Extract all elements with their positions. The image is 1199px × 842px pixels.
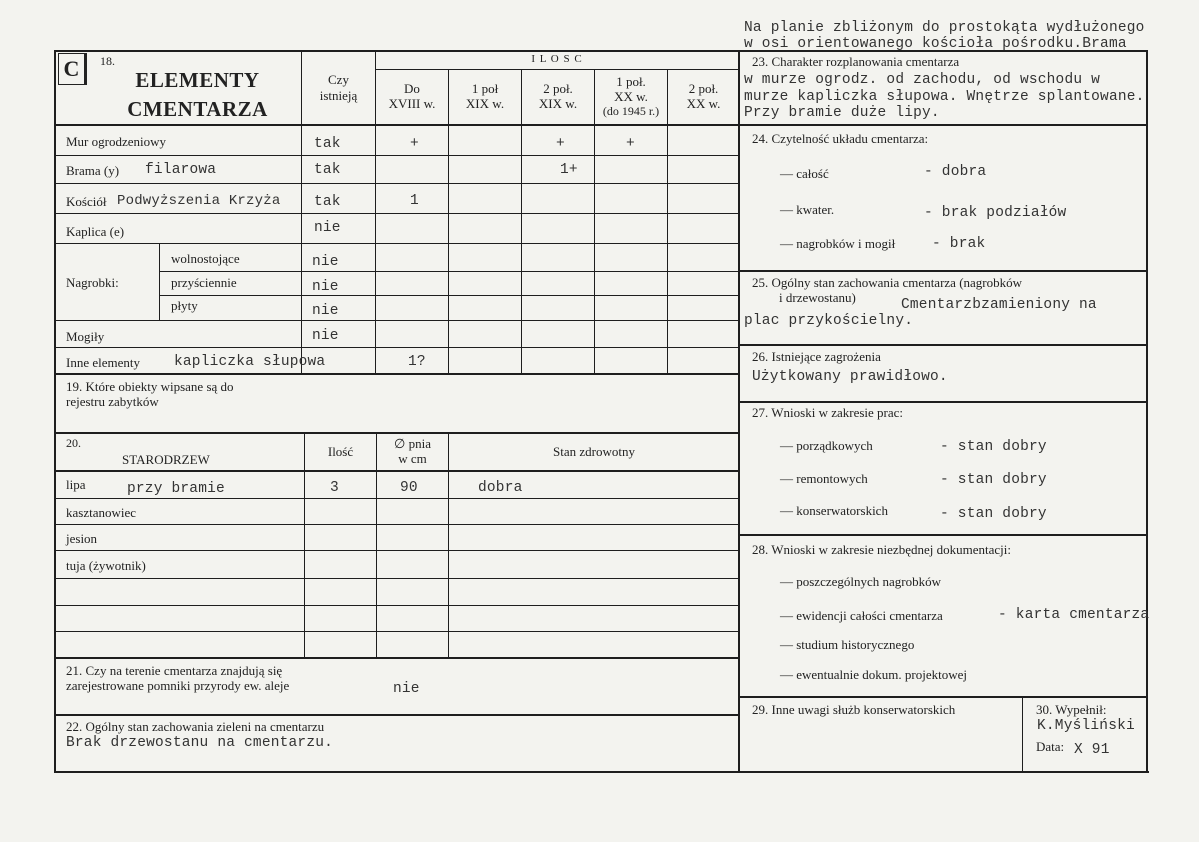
s20-row-line xyxy=(54,578,739,579)
grid-vline xyxy=(521,70,522,374)
s24-calosc: — całość xyxy=(780,166,829,181)
s28-item3: — studium historycznego xyxy=(780,637,915,652)
s19-bottom-line xyxy=(54,432,739,434)
row-line xyxy=(160,295,739,296)
s24-nagrobkow: — nagrobków i mogił xyxy=(780,236,896,251)
section-letter-box xyxy=(58,53,87,85)
row-line xyxy=(54,373,739,375)
s23-top-line1: Na planie zbliżonym do prostokąta wydłużonego xyxy=(744,20,1145,36)
middle-divider-line xyxy=(738,50,740,773)
s24-calosc-val: - dobra xyxy=(924,164,987,180)
row-czy-kaplica: nie xyxy=(314,220,341,236)
s25-typed2: plac przykościelny. xyxy=(744,313,914,329)
s20-row-line xyxy=(54,550,739,551)
s23-typed-line1: w murze ogrodz. od zachodu, od wschodu w xyxy=(744,72,1101,88)
s20-col-stan: Stan zdrowotny xyxy=(553,444,635,459)
s20-number: 20. xyxy=(66,436,81,450)
s28-item4: — ewentualnie dokum. projektowej xyxy=(780,667,968,682)
period-line: XVIII w. xyxy=(388,96,436,111)
period-line: XX w. xyxy=(614,89,648,104)
s26-label: 26. Istniejące zagrożenia xyxy=(752,349,881,364)
tree-ilosc-lipa: 3 xyxy=(330,480,339,496)
s22-label: 22. Ogólny stan zachowania zieleni na cmentarzu xyxy=(66,719,325,734)
row-label-inne: Inne elementy xyxy=(66,355,140,370)
row-p1-mur: + xyxy=(410,136,419,152)
s20-row-line xyxy=(54,524,739,525)
row-line xyxy=(54,243,739,244)
row-czy-przyscienne: nie xyxy=(312,279,339,295)
tree-name-lipa: lipa xyxy=(66,477,86,492)
period-line: 2 poł. xyxy=(543,81,573,96)
row-czy-mur: tak xyxy=(314,136,341,152)
nagrobki-vline xyxy=(159,243,160,320)
frame-left-line xyxy=(54,50,56,773)
row-line xyxy=(54,320,739,321)
row-p3-mur: + xyxy=(556,136,565,152)
period-line: XIX w. xyxy=(538,96,578,111)
s20-vline xyxy=(448,432,449,658)
s28-item1: — poszczególnych nagrobków xyxy=(780,574,942,589)
s21-line1: 21. Czy na terenie cmentarza znajdują się xyxy=(66,663,283,678)
period-col-3 xyxy=(595,74,667,119)
row-line xyxy=(160,271,739,272)
row-p3-brama: 1+ xyxy=(560,162,578,178)
row-czy-mogily: nie xyxy=(312,328,339,344)
s21-line2: zarejestrowane pomniki przyrody ew. aleje xyxy=(66,678,290,693)
period-line: XIX w. xyxy=(465,96,505,111)
s24-label: 24. Czytelność układu cmentarza: xyxy=(752,131,929,146)
row-label-kosciol: Kościół xyxy=(66,194,107,209)
tree-name-kasztanowiec: kasztanowiec xyxy=(66,505,137,520)
period-line: (do 1945 r.) xyxy=(602,104,660,118)
period-line: XX w. xyxy=(686,96,721,111)
s23-top-line2: w osi orientowanego kościoła pośrodku.Brama xyxy=(744,36,1127,52)
s20-col-ilosc: Ilość xyxy=(327,444,354,459)
s30-vline xyxy=(1022,696,1023,772)
s27-item-konserwatorskich: — konserwatorskich xyxy=(780,503,888,518)
s24-nagrobkow-val: - brak xyxy=(932,236,986,252)
s30-date-label: Data: xyxy=(1036,739,1065,754)
s30-name: K.Myśliński xyxy=(1037,718,1135,734)
row-czy-wolnostojace: nie xyxy=(312,254,339,270)
row-label-nagrobki: Nagrobki: xyxy=(66,275,119,290)
header-bottom-line xyxy=(54,124,739,126)
row-line xyxy=(54,213,739,214)
s20-col-pnia-line1: ∅ pnia xyxy=(394,436,431,451)
period-line: 2 poł. xyxy=(688,81,719,96)
row-p4-mur: + xyxy=(626,136,635,152)
s27-val-konserwatorskich: - stan dobry xyxy=(940,506,1047,522)
s20-row-line xyxy=(54,631,739,632)
period-col-1 xyxy=(449,81,521,111)
row-line xyxy=(54,347,739,348)
s19-line1: 19. Które obiekty wipsane są do xyxy=(66,379,234,394)
row-p1-inne: 1? xyxy=(408,354,426,370)
grid-vline xyxy=(667,70,668,374)
s20-vline xyxy=(304,432,305,658)
s21-answer: nie xyxy=(393,681,420,697)
r-line xyxy=(738,270,1148,272)
row-typed-inne: kapliczka słupowa xyxy=(174,354,326,370)
s20-header-line xyxy=(54,470,739,472)
row-label-mur: Mur ogrodzeniowy xyxy=(66,134,167,149)
s25-line2: i drzewostanu) xyxy=(779,290,856,305)
period-col-0 xyxy=(376,81,448,111)
section-title-line1: ELEMENTY xyxy=(135,68,260,92)
row-czy-kosciol: tak xyxy=(314,194,341,210)
section-title xyxy=(95,66,300,124)
tree-name-jesion: jesion xyxy=(66,531,98,546)
s29-label: 29. Inne uwagi służb konserwatorskich xyxy=(752,702,956,717)
s27-val-remontowych: - stan dobry xyxy=(940,472,1047,488)
row-label-kaplica: Kaplica (e) xyxy=(66,224,125,239)
tree-stan-lipa: dobra xyxy=(478,480,523,496)
s27-item-remontowych: — remontowych xyxy=(780,471,868,486)
s22-top-line xyxy=(54,714,739,716)
r-line xyxy=(738,124,1148,126)
col-czy-line2: istnieją xyxy=(319,88,358,103)
s27-label: 27. Wnioski w zakresie prac: xyxy=(752,405,904,420)
row-label-przyscienne: przyściennie xyxy=(171,275,237,290)
row-czy-brama: tak xyxy=(314,162,341,178)
s20-title: STARODRZEW xyxy=(122,452,210,467)
period-line: 1 poł xyxy=(471,81,499,96)
row-label-wolnostojace: wolnostojące xyxy=(171,251,240,266)
s23-typed-line3: Przy bramie duże lipy. xyxy=(744,105,940,121)
s25-typed1: Cmentarzbzamieniony na xyxy=(901,297,1097,313)
ilosc-header: I L O S C xyxy=(531,53,583,65)
grid-vline xyxy=(448,70,449,374)
s22-typed: Brak drzewostanu na cmentarzu. xyxy=(66,735,334,751)
row-typed-kosciol: Podwyższenia Krzyża xyxy=(117,193,281,209)
s19-line2: rejestru zabytków xyxy=(66,394,159,409)
row-label-mogily: Mogiły xyxy=(66,329,105,344)
col-czy-line1: Czy xyxy=(328,72,349,87)
period-col-2 xyxy=(522,81,594,111)
period-col-4 xyxy=(668,81,739,111)
row-line xyxy=(54,155,739,156)
row-label-plyty: płyty xyxy=(171,298,198,313)
s20-col-pnia-line2: w cm xyxy=(398,451,427,466)
s26-typed: Użytkowany prawidłowo. xyxy=(752,369,948,385)
s23-label: 23. Charakter rozplanowania cmentarza xyxy=(752,54,960,69)
tree-typed-lipa: przy bramie xyxy=(127,481,225,497)
row-typed-brama: filarowa xyxy=(145,162,217,178)
frame-bottom-line xyxy=(54,771,1149,773)
s21-top-line xyxy=(54,657,739,659)
s23-typed-line2: murze kapliczka słupowa. Wnętrze splantowane. xyxy=(744,89,1145,105)
section-number: 18. xyxy=(100,54,115,68)
s20-col-pnia xyxy=(377,436,448,466)
s27-val-porzadkowych: - stan dobry xyxy=(940,439,1047,455)
s28-item2-val: - karta cmentarza xyxy=(998,607,1150,623)
s20-row-line xyxy=(54,605,739,606)
s28-item2: — ewidencji całości cmentarza xyxy=(780,608,943,623)
row-line xyxy=(54,183,739,184)
row-label-brama: Brama (y) xyxy=(66,163,120,178)
r-line xyxy=(738,344,1148,346)
s28-label: 28. Wnioski w zakresie niezbędnej dokumentacji: xyxy=(752,542,1011,557)
s20-row-line xyxy=(54,498,739,499)
s24-kwater: — kwater. xyxy=(780,202,835,217)
s27-item-porzadkowych: — porządkowych xyxy=(780,438,873,453)
col-header-czy xyxy=(302,72,375,104)
section-title-line2: CMENTARZA xyxy=(127,97,268,121)
r-line xyxy=(738,696,1148,698)
ilosc-underline xyxy=(375,69,739,70)
r-line xyxy=(738,401,1148,403)
row-czy-plyty: nie xyxy=(312,303,339,319)
tree-pien-lipa: 90 xyxy=(400,480,418,496)
frame-right-line xyxy=(1146,50,1148,773)
period-line: 1 poł. xyxy=(616,74,646,89)
section-letter: C xyxy=(63,56,80,81)
period-line: Do xyxy=(404,81,420,96)
row-p1-kosciol: 1 xyxy=(410,193,419,209)
s24-kwater-val: - brak podziałów xyxy=(924,205,1067,221)
r-line xyxy=(738,534,1148,536)
tree-name-tuja: tuja (żywotnik) xyxy=(66,558,146,573)
s30-label: 30. Wypełnił: xyxy=(1036,702,1107,717)
s25-line1: 25. Ogólny stan zachowania cmentarza (nagrobków xyxy=(752,275,1023,290)
s30-date: X 91 xyxy=(1074,742,1110,758)
